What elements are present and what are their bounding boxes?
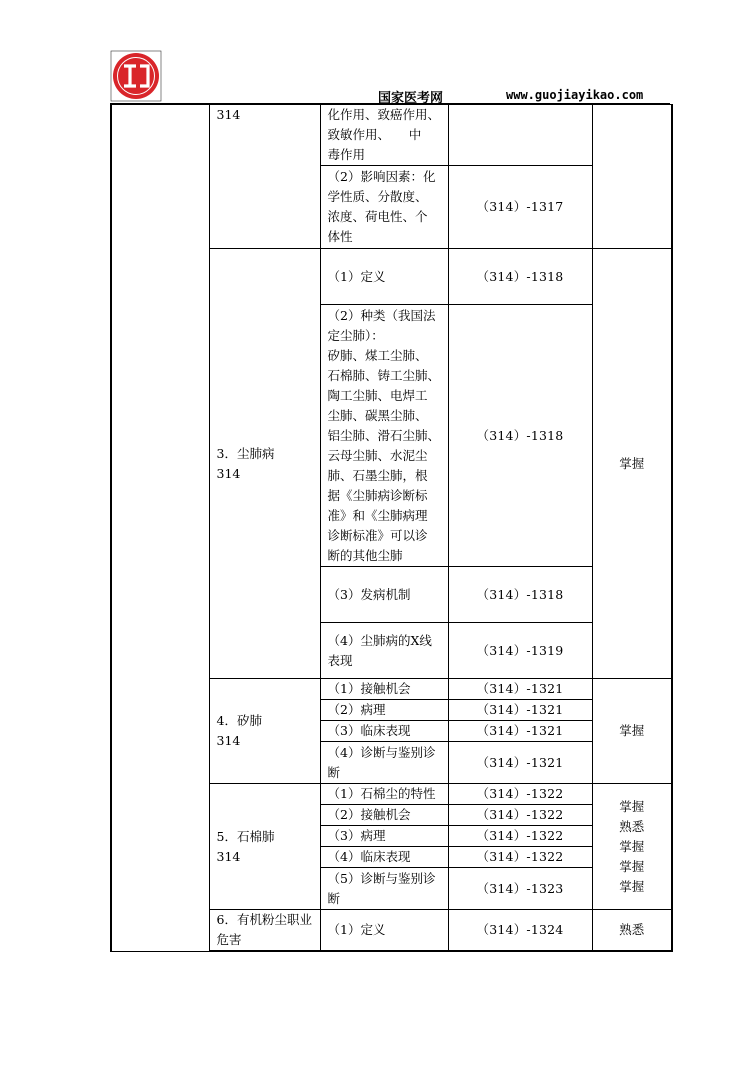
reference-cell: （314）-1322 [448, 826, 592, 847]
reference-cell [448, 105, 592, 166]
requirement-cell: 掌握 [592, 679, 672, 784]
reference-cell: （314）-1321 [448, 679, 592, 700]
reference-cell: （314）-1322 [448, 784, 592, 805]
site-name: 国家医考网 [378, 91, 444, 106]
point-cell: （3）临床表现 [320, 721, 448, 742]
reference-cell: （314）-1321 [448, 700, 592, 721]
point-cell: （1）接触机会 [320, 679, 448, 700]
unit-cell-silicosis: 4．矽肺 314 [209, 679, 320, 784]
reference-cell: （314）-1318 [448, 249, 592, 305]
point-cell: （1）石棉尘的特性 [320, 784, 448, 805]
point-cell: （2）种类（我国法 定尘肺）： 矽肺、煤工尘肺、 石棉肺、铸工尘肺、 陶工尘肺、电焊工 尘肺、碳黑尘肺、 铝尘肺、滑石尘肺、 云母尘肺、水泥尘 肺、石墨尘肺，根 据《尘肺病诊断标 准》和《尘肺病理 诊断标准》可以诊 断的其他尘肺 [320, 305, 448, 567]
requirement-cell: 掌握 [592, 249, 672, 679]
point-cell: （4）尘肺病的X线 表现 [320, 623, 448, 679]
point-cell: （2）病理 [320, 700, 448, 721]
requirement-cell [592, 105, 672, 249]
point-cell: （2）影响因素：化 学性质、分散度、 浓度、荷电性、个 体性 [320, 166, 448, 249]
point-cell: （5）诊断与鉴别诊 断 [320, 868, 448, 910]
reference-cell: （314）-1321 [448, 721, 592, 742]
reference-cell: （314）-1322 [448, 847, 592, 868]
reference-cell: （314）-1317 [448, 166, 592, 249]
unit-cell-asbestosis: 5．石棉肺 314 [209, 784, 320, 910]
reference-cell: （314）-1319 [448, 623, 592, 679]
point-cell: （2）接触机会 [320, 805, 448, 826]
point-cell: 化作用、致癌作用、 致敏作用、 中 毒作用 [320, 105, 448, 166]
subject-cell [111, 105, 209, 952]
reference-cell: （314）-1322 [448, 805, 592, 826]
unit-cell: 314 [209, 105, 320, 249]
point-cell: （1）定义 [320, 249, 448, 305]
reference-cell: （314）-1324 [448, 910, 592, 952]
site-url[interactable]: www.guojiayikao.com [506, 88, 644, 102]
reference-cell: （314）-1318 [448, 567, 592, 623]
reference-cell: （314）-1323 [448, 868, 592, 910]
reference-cell: （314）-1321 [448, 742, 592, 784]
reference-cell: （314）-1318 [448, 305, 592, 567]
point-cell: （4）临床表现 [320, 847, 448, 868]
site-logo [110, 50, 162, 102]
point-cell: （1）定义 [320, 910, 448, 952]
point-cell: （3）病理 [320, 826, 448, 847]
syllabus-table [110, 104, 673, 952]
unit-cell-pneumoconiosis: 3．尘肺病 314 [209, 249, 320, 679]
unit-cell-organic-dust: 6．有机粉尘职业 危害 [209, 910, 320, 952]
requirement-cell: 掌握 熟悉 掌握 掌握 掌握 [592, 784, 672, 910]
requirement-cell: 熟悉 [592, 910, 672, 952]
point-cell: （4）诊断与鉴别诊 断 [320, 742, 448, 784]
point-cell: （3）发病机制 [320, 567, 448, 623]
